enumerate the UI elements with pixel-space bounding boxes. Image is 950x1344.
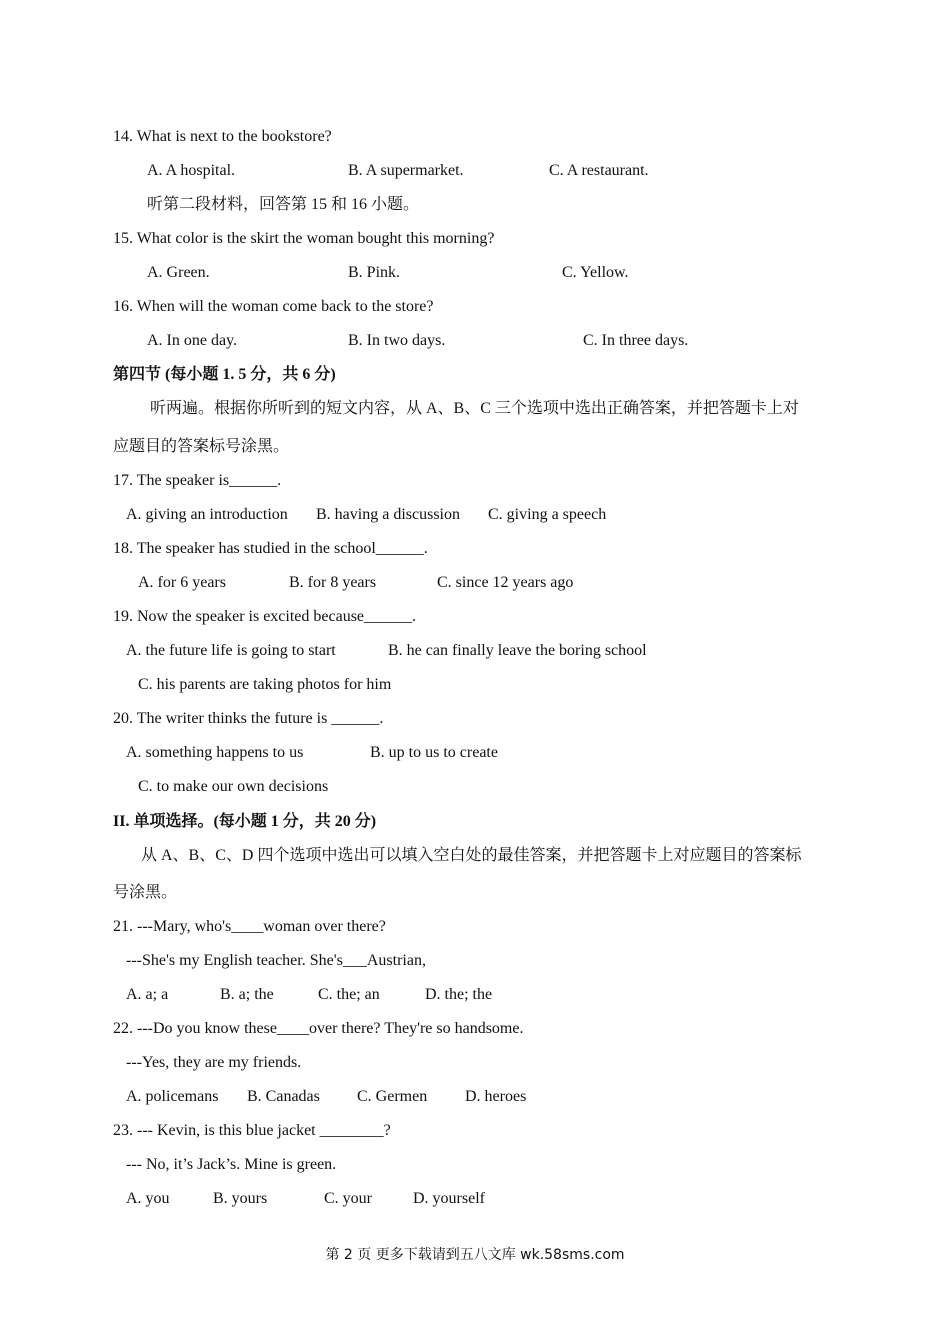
question-21-option-b: B. a; the [220, 986, 274, 1003]
question-14-option-a: A. A hospital. [147, 162, 236, 179]
question-14-stem: 14. What is next to the bookstore? [113, 128, 332, 145]
question-16-option-b: B. In two days. [348, 332, 446, 349]
question-19-option-c: C. his parents are taking photos for him [138, 676, 392, 693]
question-20-option-b: B. up to us to create [370, 744, 498, 761]
part2-heading: II. 单项选择。(每小题 1 分，共 20 分) [113, 813, 377, 830]
question-23-option-d: D. yourself [413, 1190, 485, 1207]
question-14-option-b: B. A supermarket. [348, 162, 464, 179]
question-23-option-b: B. yours [213, 1190, 268, 1207]
question-15-stem: 15. What color is the skirt the woman bought this morning? [113, 230, 495, 247]
question-18-option-c: C. since 12 years ago [437, 574, 574, 591]
question-21-option-c: C. the; an [318, 986, 380, 1003]
question-17-option-c: C. giving a speech [488, 506, 607, 523]
part2-instruction-line2: 号涂黑。 [113, 884, 178, 901]
part4-heading: 第四节 (每小题 1. 5 分，共 6 分) [113, 366, 336, 383]
question-19-option-a: A. the future life is going to start [126, 642, 336, 659]
question-16-stem: 16. When will the woman come back to the store? [113, 298, 434, 315]
question-22-line2: ---Yes, they are my friends. [126, 1054, 302, 1071]
question-21-option-a: A. a; a [126, 986, 169, 1003]
question-18-option-b: B. for 8 years [289, 574, 377, 591]
question-15-option-c: C. Yellow. [562, 264, 629, 281]
part4-instruction-line2: 应题目的答案标号涂黑。 [113, 438, 290, 455]
question-22-option-c: C. Germen [357, 1088, 428, 1105]
question-17-option-b: B. having a discussion [316, 506, 460, 523]
question-17-stem: 17. The speaker is______. [113, 472, 282, 489]
section2-instruction: 听第二段材料，回答第 15 和 16 小题。 [147, 196, 420, 213]
question-23-option-a: A. you [126, 1190, 170, 1207]
question-19-option-b: B. he can finally leave the boring school [388, 642, 647, 659]
question-23-option-c: C. your [324, 1190, 372, 1207]
question-14-option-c: C. A restaurant. [549, 162, 649, 179]
question-16-option-c: C. In three days. [583, 332, 689, 349]
part4-instruction-line1: 听两遍。根据你所听到的短文内容，从 A、B、C 三个选项中选出正确答案，并把答题卡上对 [150, 400, 799, 417]
page-footer: 第 2 页 更多下载请到五八文库 wk.58sms.com [325, 1247, 625, 1263]
question-17-option-a: A. giving an introduction [126, 506, 288, 523]
question-21-line1: 21. ---Mary, who's____woman over there? [113, 918, 386, 935]
question-19-stem: 19. Now the speaker is excited because______. [113, 608, 417, 625]
question-22-line1: 22. ---Do you know these____over there? They're so handsome. [113, 1020, 524, 1037]
question-20-option-a: A. something happens to us [126, 744, 304, 761]
question-21-line2: ---She's my English teacher. She's___Austrian, [126, 952, 426, 969]
question-20-stem: 20. The writer thinks the future is ______. [113, 710, 384, 727]
question-18-stem: 18. The speaker has studied in the school______. [113, 540, 428, 557]
question-23-line2: --- No, it’s Jack’s. Mine is green. [126, 1156, 337, 1173]
question-22-option-d: D. heroes [465, 1088, 527, 1105]
question-15-option-b: B. Pink. [348, 264, 401, 281]
question-22-option-a: A. policemans [126, 1088, 219, 1105]
question-21-option-d: D. the; the [425, 986, 493, 1003]
question-15-option-a: A. Green. [147, 264, 210, 281]
part2-instruction-line1: 从 A、B、C、D 四个选项中选出可以填入空白处的最佳答案，并把答题卡上对应题目的答案标 [141, 847, 802, 864]
question-22-option-b: B. Canadas [247, 1088, 320, 1105]
question-23-line1: 23. --- Kevin, is this blue jacket ________? [113, 1122, 391, 1139]
question-20-option-c: C. to make our own decisions [138, 778, 329, 795]
question-16-option-a: A. In one day. [147, 332, 238, 349]
question-18-option-a: A. for 6 years [138, 574, 226, 591]
